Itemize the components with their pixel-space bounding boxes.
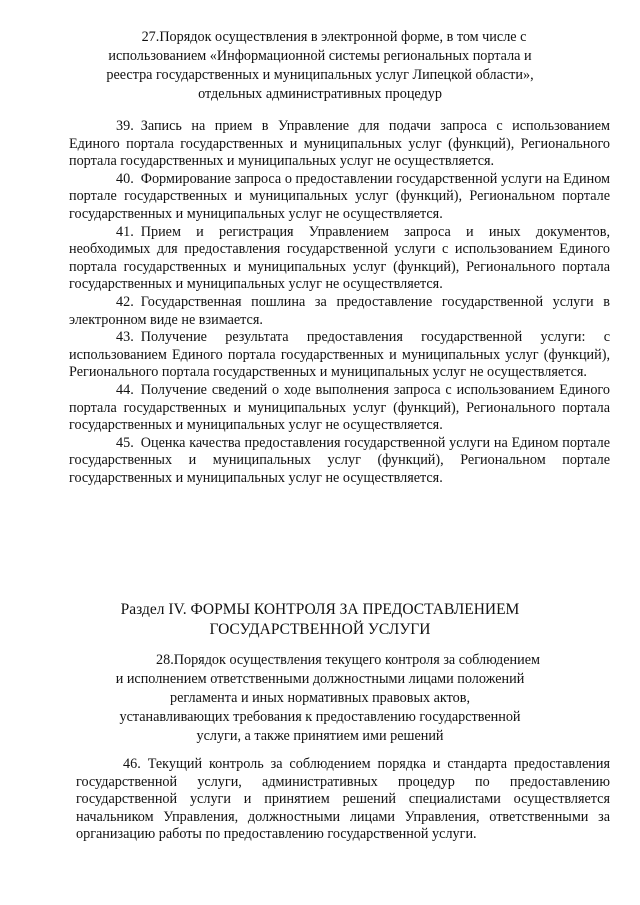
paragraph-text: Получение сведений о ходе выполнения запроса с использованием Единого портала государственных и муниципальных услуг (функций), Регионального портала государственных и муниципальных услуг не осуществляется. — [69, 381, 610, 434]
section-iv-heading — [0, 600, 640, 640]
paragraphs-39-45 — [69, 118, 610, 487]
heading-line: ГОСУДАРСТВЕННОЙ УСЛУГИ — [209, 621, 431, 638]
heading-line: регламента и иных нормативных правовых актов, — [170, 690, 470, 706]
section-28-heading — [0, 651, 640, 746]
heading-line: и исполнением ответственными должностными лицами положений — [115, 671, 525, 687]
paragraph-text: Формирование запроса о предоставлении государственной услуги на Едином портале государственных и муниципальных услуг (функций), Региональном портале государственных и муниципальных услуг не осуществляется. — [69, 170, 610, 222]
paragraph-text: Оценка качества предоставления государственной услуги на Едином портале государственных и муниципальных услуг (функций), Региональном портале государственных и муниципальных услуг не осуществляется. — [69, 434, 610, 486]
section-27-heading — [0, 28, 640, 104]
heading-line: отдельных административных процедур — [198, 86, 442, 102]
paragraph-45 — [69, 435, 610, 488]
paragraph-40 — [69, 171, 610, 224]
paragraph-number: 41. — [116, 223, 134, 240]
paragraph-number: 39. — [116, 118, 134, 134]
heading-line: устанавливающих требования к предоставлению государственной — [119, 709, 521, 725]
paragraph-text: Государственная пошлина за предоставление государственной услуги в электронном виде не взимается. — [69, 293, 610, 328]
paragraph-44 — [69, 382, 610, 435]
paragraph-number: 43. — [116, 329, 134, 346]
paragraph-41 — [69, 224, 610, 294]
paragraph-text: Запись на прием в Управление для подачи запроса с использованием Единого портала государственных и муниципальных услуг (функций), Регионального портала государственных и муниципальных услуг не осуществляется. — [69, 118, 610, 170]
heading-line: реестра государственных и муниципальных услуг Липецкой области», — [106, 67, 534, 83]
paragraph-number: 40. — [116, 170, 134, 187]
paragraph-46-block — [76, 756, 610, 844]
heading-line: использованием «Информационной системы региональных портала и — [108, 48, 532, 64]
paragraph-number: 46. — [123, 756, 141, 772]
paragraph-text: Получение результата предоставления государственной услуги: с использованием Единого портала государственных и муниципальных услуг (функций), Регионального портала государственных и муниципальных услуг не осуществляется. — [69, 329, 610, 381]
paragraph-43 — [69, 329, 610, 382]
paragraph-number: 45. — [116, 434, 134, 451]
paragraph-42 — [69, 294, 610, 329]
heading-line: Раздел IV. ФОРМЫ КОНТРОЛЯ ЗА ПРЕДОСТАВЛЕНИЕМ — [120, 601, 520, 618]
heading-line: 27.Порядок осуществления в электронной форме, в том числе с — [141, 29, 527, 45]
paragraph-text: Прием и регистрация Управлением запроса и иных документов, необходимых для предоставления государственной услуги с использованием Единого портала государственных и муниципальных услуг (функций), Регионального портала государственных и муниципальных услуг не осуществляется. — [69, 223, 610, 293]
paragraph-number: 44. — [116, 381, 134, 398]
heading-line: услуги, а также принятием ими решений — [196, 728, 444, 744]
paragraph-text: Текущий контроль за соблюдением порядка и стандарта предоставления государственной услуги, административных процедур по предоставлению государственной услуги и принятием решений специалистами осуществляется начальником Управления, должностными лицами Управления, ответственными за организацию работы по предоставлению государственной услуги. — [76, 756, 610, 843]
heading-line: 28.Порядок осуществления текущего контроля за соблюдением — [156, 652, 540, 668]
paragraph-number: 42. — [116, 293, 134, 310]
paragraph-39 — [69, 118, 610, 171]
paragraph-46 — [76, 756, 610, 844]
